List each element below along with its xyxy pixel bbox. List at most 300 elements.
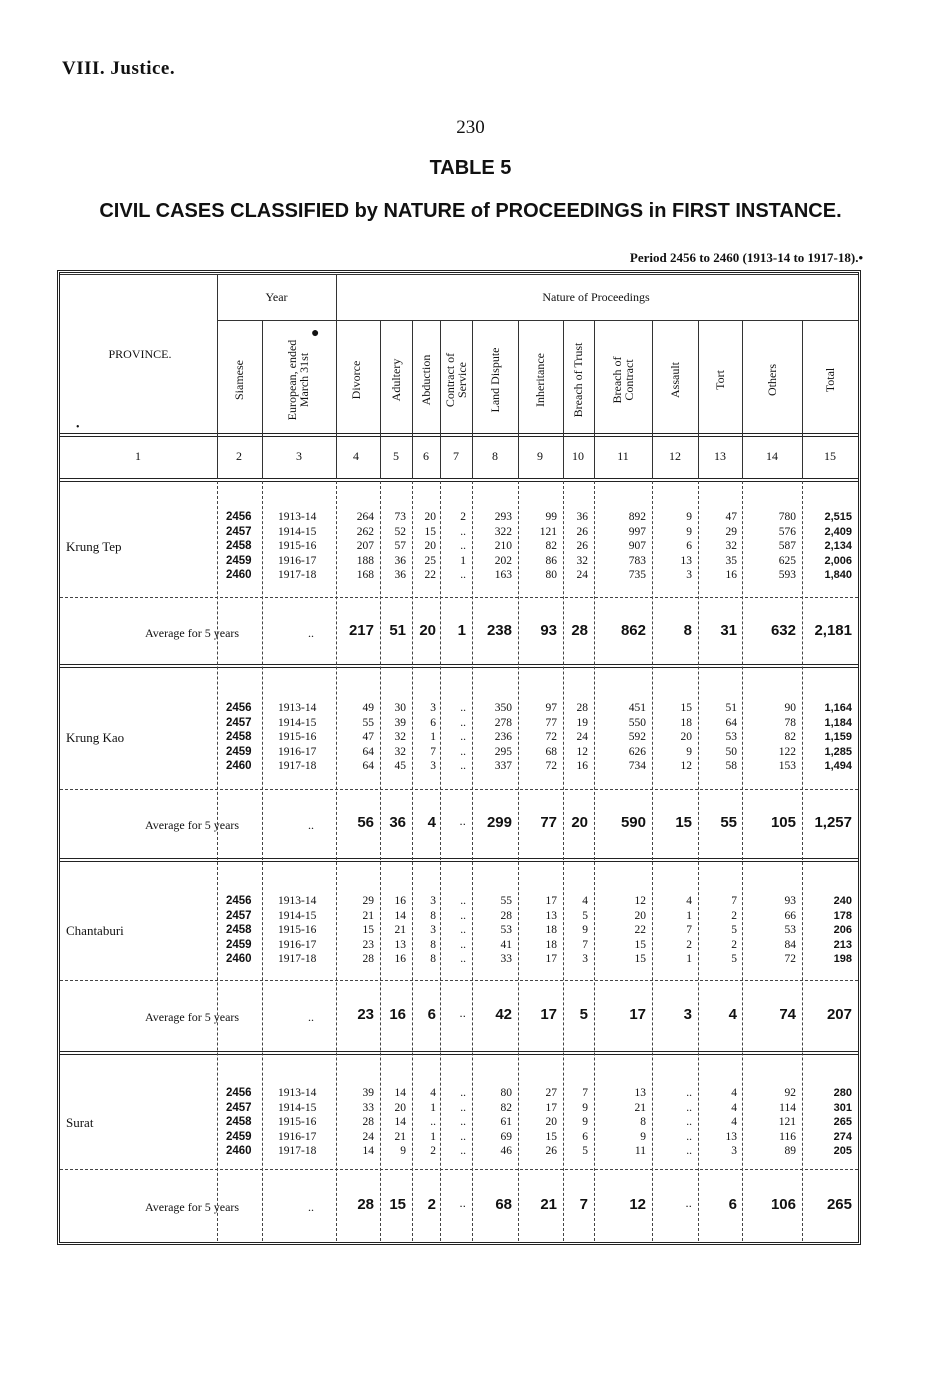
table-cell: 5 bbox=[731, 953, 737, 965]
european-year: 1913-14 bbox=[278, 511, 317, 523]
average-value: 16 bbox=[389, 1006, 406, 1023]
european-year: 1917-18 bbox=[278, 760, 317, 772]
european-year: 1914-15 bbox=[278, 525, 317, 538]
table-cell: 264 bbox=[356, 511, 374, 523]
table-cell: 1,840 bbox=[824, 569, 852, 581]
rule-nature bbox=[336, 320, 858, 321]
column-header-adultery: Adultery bbox=[389, 358, 403, 402]
table-cell: 7 bbox=[430, 745, 436, 758]
rule-block-end bbox=[60, 858, 858, 862]
siamese-year: 2457 bbox=[226, 909, 252, 922]
siamese-year: 2458 bbox=[226, 1116, 252, 1128]
table-cell: 28 bbox=[500, 909, 512, 922]
table-cell: 26 bbox=[576, 540, 588, 552]
table-cell: 64 bbox=[362, 745, 374, 758]
table-cell: 2 bbox=[460, 511, 466, 523]
european-year: 1917-18 bbox=[278, 569, 317, 581]
table-cell: 22 bbox=[424, 569, 436, 581]
rule-header-bottom bbox=[60, 433, 858, 437]
table-cell: 12 bbox=[576, 745, 588, 758]
table-cell: 4 bbox=[731, 1101, 737, 1114]
european-year: 1913-14 bbox=[278, 702, 317, 714]
table-cell: .. bbox=[460, 702, 466, 714]
table-cell: 16 bbox=[725, 569, 737, 581]
rule-vertical-header bbox=[412, 320, 413, 479]
average-value: 2 bbox=[427, 1196, 436, 1213]
rule-average-separator bbox=[60, 1169, 858, 1170]
table-cell: .. bbox=[460, 1101, 466, 1114]
table-cell: 47 bbox=[725, 511, 737, 523]
siamese-year: 2456 bbox=[226, 895, 252, 907]
column-number: 13 bbox=[714, 449, 726, 463]
table-cell: 28 bbox=[576, 702, 588, 714]
average-value: .. bbox=[459, 814, 466, 828]
table-cell: 39 bbox=[362, 1087, 374, 1099]
table-cell: 2,006 bbox=[824, 554, 852, 567]
rule-colnum-bottom bbox=[60, 478, 858, 482]
rule-vertical-data bbox=[563, 481, 564, 1241]
rule-vertical-data bbox=[742, 481, 743, 1241]
table-cell: 18 bbox=[545, 938, 557, 951]
rule-vertical-header bbox=[698, 320, 699, 479]
table-cell: 1 bbox=[686, 909, 692, 922]
table-cell: 16 bbox=[394, 953, 406, 965]
table-cell: 84 bbox=[784, 938, 796, 951]
table-cell: 36 bbox=[394, 554, 406, 567]
european-year: 1917-18 bbox=[278, 953, 317, 965]
table-cell: 8 bbox=[430, 909, 436, 922]
province-name: Chantaburi bbox=[66, 923, 124, 938]
table-cell: 39 bbox=[394, 716, 406, 729]
table-cell: 16 bbox=[576, 760, 588, 772]
table-cell: 1,164 bbox=[824, 702, 852, 714]
table-cell: 9 bbox=[400, 1145, 406, 1157]
table-cell: 33 bbox=[362, 1101, 374, 1114]
dot-mark: • bbox=[76, 422, 80, 433]
european-year: 1914-15 bbox=[278, 716, 317, 729]
table-cell: 206 bbox=[833, 924, 852, 936]
table-cell: 265 bbox=[833, 1116, 852, 1128]
rule-vertical-data bbox=[412, 481, 413, 1241]
table-cell: 1 bbox=[430, 1101, 436, 1114]
rule-vertical-header bbox=[336, 274, 337, 479]
siamese-year: 2459 bbox=[226, 1130, 252, 1143]
column-header-divorce: Divorce bbox=[349, 360, 363, 400]
table-cell: 122 bbox=[778, 745, 796, 758]
nature-header: Nature of Proceedings bbox=[542, 290, 650, 304]
column-number: 11 bbox=[617, 449, 629, 463]
european-year: 1915-16 bbox=[278, 924, 317, 936]
table-cell: 18 bbox=[545, 924, 557, 936]
table-cell: 4 bbox=[686, 895, 692, 907]
table-cell: 198 bbox=[833, 953, 852, 965]
table-cell: 168 bbox=[356, 569, 374, 581]
table-cell: 30 bbox=[394, 702, 406, 714]
column-header-land-dispute: Land Dispute bbox=[488, 347, 502, 413]
average-value: 51 bbox=[389, 622, 406, 639]
table-cell: 68 bbox=[545, 745, 557, 758]
table-cell: 295 bbox=[494, 745, 512, 758]
table-cell: 780 bbox=[778, 511, 796, 523]
column-number: 2 bbox=[236, 449, 242, 463]
table-cell: .. bbox=[460, 1130, 466, 1143]
table-cell: 2,515 bbox=[824, 511, 852, 523]
table-cell: 205 bbox=[833, 1145, 852, 1157]
average-value: 238 bbox=[486, 622, 512, 639]
table-cell: 52 bbox=[394, 525, 406, 538]
table-cell: 93 bbox=[784, 895, 796, 907]
table-cell: 153 bbox=[778, 760, 796, 772]
table-cell: 9 bbox=[582, 924, 588, 936]
table-cell: 41 bbox=[500, 938, 512, 951]
rule-average-separator bbox=[60, 980, 858, 981]
table-cell: 293 bbox=[494, 511, 512, 523]
table-cell: 2 bbox=[686, 938, 692, 951]
table-cell: 6 bbox=[582, 1130, 588, 1143]
siamese-year: 2457 bbox=[226, 716, 252, 729]
table-cell: .. bbox=[460, 1145, 466, 1157]
table-cell: 12 bbox=[680, 760, 692, 772]
table-cell: 20 bbox=[680, 731, 692, 743]
average-value: 20 bbox=[419, 622, 436, 639]
average-label: Average for 5 years bbox=[145, 1200, 240, 1214]
table-cell: 14 bbox=[394, 1087, 406, 1099]
rule-vertical-data bbox=[802, 481, 803, 1241]
average-value: 21 bbox=[540, 1196, 557, 1213]
table-cell: 1 bbox=[430, 1130, 436, 1143]
table-cell: 892 bbox=[628, 511, 646, 523]
average-value: 15 bbox=[675, 814, 692, 831]
column-number: 10 bbox=[572, 449, 584, 463]
column-header-others: Others bbox=[765, 364, 779, 396]
table-cell: 13 bbox=[725, 1130, 737, 1143]
european-year: 1913-14 bbox=[278, 1087, 317, 1099]
european-year: 1915-16 bbox=[278, 1116, 317, 1128]
bullet-mark: ● bbox=[311, 326, 320, 341]
table-cell: 17 bbox=[545, 1101, 557, 1114]
rule-year bbox=[217, 320, 336, 321]
table-cell: 82 bbox=[500, 1101, 512, 1114]
rule-vertical-header bbox=[563, 320, 564, 479]
province-name: Krung Kao bbox=[66, 730, 125, 745]
average-value: 28 bbox=[357, 1196, 374, 1213]
table-cell: 350 bbox=[494, 702, 512, 714]
table-cell: 18 bbox=[680, 716, 692, 729]
table-cell: 80 bbox=[500, 1087, 512, 1099]
table-cell: 236 bbox=[494, 731, 512, 743]
table-cell: 116 bbox=[779, 1130, 796, 1143]
siamese-year: 2456 bbox=[226, 1087, 252, 1099]
table-cell: 22 bbox=[634, 924, 646, 936]
average-value: 42 bbox=[495, 1006, 512, 1023]
table-cell: 9 bbox=[686, 745, 692, 758]
table-cell: 20 bbox=[634, 909, 646, 922]
european-year: 1915-16 bbox=[278, 731, 317, 743]
table-cell: 82 bbox=[784, 731, 796, 743]
table-cell: 97 bbox=[545, 702, 557, 714]
table-cell: .. bbox=[686, 1130, 692, 1143]
table-cell: 8 bbox=[430, 938, 436, 951]
table-cell: 8 bbox=[430, 953, 436, 965]
table-cell: 28 bbox=[362, 1116, 374, 1128]
rule-vertical-header bbox=[652, 320, 653, 479]
table-cell: .. bbox=[686, 1101, 692, 1114]
table-cell: 262 bbox=[356, 525, 374, 538]
table-cell: 15 bbox=[424, 525, 436, 538]
table-cell: 7 bbox=[582, 1087, 588, 1099]
table-cell: 24 bbox=[362, 1130, 374, 1143]
table-cell: .. bbox=[686, 1116, 692, 1128]
table-cell: 21 bbox=[394, 924, 406, 936]
table-cell: 9 bbox=[582, 1116, 588, 1128]
table-cell: 1 bbox=[430, 731, 436, 743]
rule-vertical-header bbox=[518, 320, 519, 479]
rule-vertical-header bbox=[380, 320, 381, 479]
table-cell: 86 bbox=[545, 554, 557, 567]
average-value: .. bbox=[459, 1006, 466, 1020]
table-cell: .. bbox=[460, 745, 466, 758]
period-note: Period 2456 to 2460 (1913-14 to 1917-18).• bbox=[629, 250, 863, 265]
siamese-year: 2458 bbox=[226, 924, 252, 936]
table-cell: 163 bbox=[494, 569, 512, 581]
table-cell: 593 bbox=[778, 569, 796, 581]
siamese-year: 2459 bbox=[226, 554, 252, 567]
average-value: 17 bbox=[629, 1006, 646, 1023]
table-cell: 1,285 bbox=[824, 745, 852, 758]
table-cell: .. bbox=[460, 1087, 466, 1099]
province-header: PROVINCE. bbox=[108, 347, 172, 361]
average-value: 55 bbox=[720, 814, 737, 831]
column-number: 3 bbox=[296, 449, 302, 463]
table-cell: 997 bbox=[628, 525, 646, 538]
table-cell: 24 bbox=[576, 569, 588, 581]
table-cell: 66 bbox=[784, 909, 796, 922]
table-cell: 45 bbox=[394, 760, 406, 772]
table-cell: .. bbox=[460, 895, 466, 907]
column-header-assault: Assault bbox=[668, 362, 682, 398]
table-cell: 14 bbox=[362, 1145, 374, 1157]
table-cell: 11 bbox=[634, 1145, 646, 1157]
column-number: 15 bbox=[824, 449, 836, 463]
column-header-inheritance: Inheritance bbox=[533, 353, 547, 407]
rule-vertical-header bbox=[440, 320, 441, 479]
column-number: 5 bbox=[393, 449, 399, 463]
table-cell: .. bbox=[460, 1116, 466, 1128]
rule-vertical-data bbox=[380, 481, 381, 1241]
table-cell: 550 bbox=[628, 716, 646, 729]
average-value: 7 bbox=[579, 1196, 588, 1213]
siamese-year: 2457 bbox=[226, 525, 252, 538]
average-value: 8 bbox=[683, 622, 692, 639]
table-cell: 12 bbox=[634, 895, 646, 907]
table-cell: 53 bbox=[725, 731, 737, 743]
table-cell: 28 bbox=[362, 953, 374, 965]
siamese-year: 2460 bbox=[226, 953, 252, 965]
average-value: 2,181 bbox=[814, 622, 852, 639]
table-cell: 2,409 bbox=[824, 525, 852, 538]
table-cell: 2 bbox=[731, 909, 737, 922]
table-cell: .. bbox=[460, 924, 466, 936]
rule-block-end bbox=[60, 1051, 858, 1055]
province-name: Surat bbox=[66, 1115, 94, 1130]
table-cell: 72 bbox=[784, 953, 796, 965]
average-label: Average for 5 years bbox=[145, 626, 240, 640]
table-cell: 1,494 bbox=[824, 760, 852, 772]
table-cell: 322 bbox=[494, 525, 512, 538]
siamese-year: 2458 bbox=[226, 731, 252, 743]
table-cell: 26 bbox=[545, 1145, 557, 1157]
rule-vertical-header bbox=[594, 320, 595, 479]
average-value: 93 bbox=[540, 622, 557, 639]
column-header-contract-of-service: Contract of Service bbox=[443, 352, 469, 408]
table-cell: 29 bbox=[362, 895, 374, 907]
table-cell: 7 bbox=[582, 938, 588, 951]
average-value: 6 bbox=[728, 1196, 737, 1213]
table-cell: 89 bbox=[784, 1145, 796, 1157]
table-cell: 33 bbox=[500, 953, 512, 965]
average-value: 207 bbox=[826, 1006, 852, 1023]
table-cell: 3 bbox=[430, 702, 436, 714]
table-cell: 121 bbox=[778, 1116, 796, 1128]
table-cell: 50 bbox=[725, 745, 737, 758]
average-value: 632 bbox=[770, 622, 796, 639]
table-cell: .. bbox=[430, 1116, 436, 1128]
table-cell: 7 bbox=[731, 895, 737, 907]
average-value: 3 bbox=[683, 1006, 692, 1023]
table-cell: 36 bbox=[394, 569, 406, 581]
table-cell: 735 bbox=[628, 569, 646, 581]
rule-top bbox=[60, 274, 858, 275]
table-cell: 9 bbox=[686, 525, 692, 538]
table-cell: 72 bbox=[545, 731, 557, 743]
table-cell: 15 bbox=[545, 1130, 557, 1143]
rule-vertical-data bbox=[594, 481, 595, 1241]
table-cell: 9 bbox=[582, 1101, 588, 1114]
table-cell: 6 bbox=[686, 540, 692, 552]
table-title: TABLE 5 bbox=[429, 157, 512, 179]
table-cell: 278 bbox=[494, 716, 512, 729]
table-cell: 280 bbox=[833, 1087, 852, 1099]
table-cell: 8 bbox=[640, 1116, 646, 1128]
table-cell: 337 bbox=[494, 760, 512, 772]
average-value: 56 bbox=[357, 814, 374, 831]
rule-vertical-header bbox=[472, 320, 473, 479]
table-cell: 49 bbox=[362, 702, 374, 714]
average-value: .. bbox=[459, 1196, 466, 1210]
table-cell: 32 bbox=[394, 745, 406, 758]
table-cell: 20 bbox=[424, 540, 436, 552]
table-cell: 576 bbox=[778, 525, 796, 538]
table-cell: 20 bbox=[424, 511, 436, 523]
european-year: 1915-16 bbox=[278, 540, 317, 552]
table-cell: 1,184 bbox=[824, 716, 852, 729]
average-value: 1 bbox=[457, 622, 466, 639]
table-cell: 20 bbox=[394, 1101, 406, 1114]
table-cell: 13 bbox=[680, 554, 692, 567]
average-dots: .. bbox=[308, 1010, 314, 1024]
table-cell: 73 bbox=[394, 511, 406, 523]
table-cell: 53 bbox=[500, 924, 512, 936]
table-cell: 451 bbox=[628, 702, 646, 714]
column-number: 8 bbox=[492, 449, 498, 463]
average-value: 77 bbox=[540, 814, 557, 831]
table-cell: 5 bbox=[582, 909, 588, 922]
table-cell: .. bbox=[686, 1087, 692, 1099]
average-value: 1,257 bbox=[814, 814, 852, 831]
table-cell: 23 bbox=[362, 938, 374, 951]
table-cell: 35 bbox=[725, 554, 737, 567]
table-cell: .. bbox=[460, 716, 466, 729]
table-cell: 21 bbox=[362, 909, 374, 922]
table-cell: 58 bbox=[725, 760, 737, 772]
table-cell: 78 bbox=[784, 716, 796, 729]
rule-vertical-data bbox=[336, 481, 337, 1241]
table-cell: 32 bbox=[725, 540, 737, 552]
average-value: 6 bbox=[427, 1006, 436, 1023]
column-number: 7 bbox=[453, 449, 459, 463]
table-cell: .. bbox=[460, 731, 466, 743]
rule-vertical-data bbox=[698, 481, 699, 1241]
table-cell: 32 bbox=[394, 731, 406, 743]
table-cell: 4 bbox=[731, 1087, 737, 1099]
table-cell: 14 bbox=[394, 909, 406, 922]
siamese-header: Siamese bbox=[232, 360, 246, 400]
average-value: 12 bbox=[629, 1196, 646, 1213]
table-cell: 29 bbox=[725, 525, 737, 538]
european-year: 1914-15 bbox=[278, 1101, 317, 1114]
average-value: 5 bbox=[579, 1006, 588, 1023]
table-cell: 99 bbox=[545, 511, 557, 523]
column-header-breach-of-trust: Breach of Trust bbox=[571, 342, 585, 418]
table-cell: 20 bbox=[545, 1116, 557, 1128]
table-cell: 7 bbox=[686, 924, 692, 936]
average-value: 17 bbox=[540, 1006, 557, 1023]
table-cell: 587 bbox=[778, 540, 796, 552]
column-header-total: Total bbox=[823, 367, 837, 393]
average-value: 28 bbox=[571, 622, 588, 639]
table-cell: 55 bbox=[362, 716, 374, 729]
table-cell: 61 bbox=[500, 1116, 512, 1128]
page-number: 230 bbox=[456, 117, 485, 138]
table-cell: 626 bbox=[628, 745, 646, 758]
table-cell: 57 bbox=[394, 540, 406, 552]
average-value: 106 bbox=[770, 1196, 796, 1213]
european-year: 1914-15 bbox=[278, 909, 317, 922]
european-year: 1917-18 bbox=[278, 1145, 317, 1157]
table-cell: 210 bbox=[494, 540, 512, 552]
table-cell: 64 bbox=[362, 760, 374, 772]
rule-vertical-data bbox=[652, 481, 653, 1241]
table-cell: 3 bbox=[686, 569, 692, 581]
table-cell: 15 bbox=[362, 924, 374, 936]
table-cell: 55 bbox=[500, 895, 512, 907]
table-cell: .. bbox=[460, 525, 466, 538]
average-value: 105 bbox=[770, 814, 796, 831]
table-cell: 734 bbox=[628, 760, 646, 772]
european-year: 1916-17 bbox=[278, 938, 317, 951]
table-cell: 2 bbox=[731, 938, 737, 951]
table-cell: 1 bbox=[460, 554, 466, 567]
table-cell: 9 bbox=[640, 1130, 646, 1143]
table-cell: 16 bbox=[394, 895, 406, 907]
rule-vertical-data bbox=[518, 481, 519, 1241]
table-cell: 17 bbox=[545, 895, 557, 907]
table-cell: 15 bbox=[680, 702, 692, 714]
rule-average-separator bbox=[60, 597, 858, 598]
section-header: VIII. Justice. bbox=[62, 58, 176, 79]
table-cell: 178 bbox=[833, 909, 852, 922]
table-cell: 114 bbox=[779, 1101, 796, 1114]
